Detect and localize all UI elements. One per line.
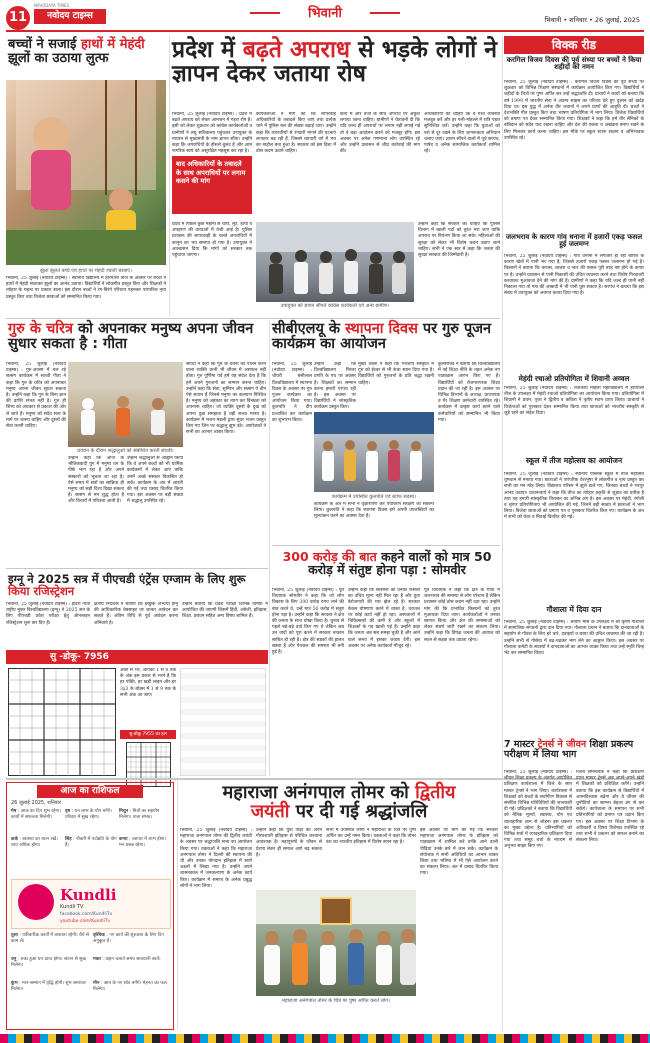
- divider: [6, 318, 500, 319]
- sudoku-title: सु -डोकू- 7956: [50, 652, 109, 662]
- lead-body-col4: अधिकारियों को चाहिए कि वे गश्त व्यवस्था मजबूत करें और हर गली-मोहल्ले में रात्रि पहरा सुनिश्चित करें। उन्होंने कहा कि युवाओं को नशे से दूर रखने के लिए जागरूकता अभियान चलाए जाएं। ज्ञापन सौंपने वालों में पूर्व सरपंच, पार्षद व अनेक सामाजिक कार्यकर्ता शामिल रहे।: [424, 112, 500, 155]
- sudoku-answer-title: सु-डोकू 7955 का हल: [120, 730, 176, 739]
- ceremony-illustration: [314, 412, 434, 492]
- rashifal-sign-mesh: मेष : आज का दिन शुभ रहेगा। कार्यों में सफलता मिलेगी।: [11, 809, 61, 820]
- tomar-photo: [256, 890, 416, 996]
- kargil-body: भिवानी, 25 जुलाई (नवोदय टाइम्स) : करगिल विजय दिवस की पूर्व संध्या पर शुक्रवार को विभिन्न शिक्षण संस्थानों में कार्यक्रम आयोजित किए गए। विद्यार्थियों ने शहीदों के चित्रों पर पुष्प अर्पित कर उन्हें श्रद्धांजलि दी। प्राचार्य ने बच्चों को बताया कि वर्ष 1999 में भारतीय सेना ने अदम्य साहस का परिचय देते हुए दुश्मन को खदेड़ दिया था। इस युद्ध में अनेक वीर जवानों ने अपने प्राणों की आहुति दी। बच्चों ने देशभक्ति गीत प्रस्तुत किए तथा भाषण प्रतियोगिता में भाग लिया। विजेता विद्यार्थियों को प्रमाण पत्र देकर सम्मानित किया गया। शिक्षकों ने कहा कि हमें वीर सैनिकों के बलिदान को सदैव याद रखना चाहिए और देश की एकता व अखंडता बनाए रखने के लिए मिलकर कार्य करना चाहिए। इस मौके पर स्कूल स्टाफ सदस्य व अभिभावक उपस्थित रहे।: [504, 80, 644, 141]
- trends-headline: 7 मास्टर ट्रेनर्स ने जीवन शिक्षा प्रकल्प परीक्षण में लिया भाग: [504, 739, 634, 760]
- guru-body-col3: उन्होंने श्रद्धालुओं से आह्वान किया कि वे अपने बच्चों को भी धार्मिक कार्यक्रमों में लेकर आएं ताकि उनमें अच्छे संस्कार विकसित हो सकें। कार्यक्रम के अंत में आरती की गई तथा प्रसाद वितरित किया गया। इस अवसर पर बड़ी संख्या में श्रद्धालु उपस्थित रहे।: [127, 456, 183, 505]
- rashifal-top-list: [11, 809, 171, 877]
- lead-body-col1: भिवानी, 25 जुलाई (नवोदय टाइम्स) : प्रदेश में बढ़ते अपराध को लेकर आमजन में गहरा रोष है। इसी को लेकर शुक्रवार को कांग्रेस कार्यकर्ताओं व ग्रामीणों ने लघु सचिवालय पहुंचकर उपायुक्त के माध्यम से मुख्यमंत्री के नाम ज्ञापन सौंपा। उन्होंने कहा कि अपराधियों के हौसले बुलंद हैं और आम नागरिक स्वयं को असुरक्षित महसूस कर रहा है।: [172, 112, 252, 155]
- page-number: 11: [6, 6, 30, 30]
- rashifal-sign-singh: सिंह : नौकरी में पदोन्नति के योग हैं।: [65, 837, 117, 848]
- kargil-headline: करगिल विजय दिवस की पूर्व संध्या पर बच्चों ने किया शहीदों को नमन: [506, 56, 642, 72]
- guru-body-col4: साध्वी ने कहा कि गुरु के वचनों का पालन करने वाला व्यक्ति कभी भी जीवन में असफल नहीं होता। गुरु पूर्णिमा पर्व हमें यह संदेश देता है कि हमें अपने गुरुजनों का सम्मान करना चाहिए। उन्होंने कहा कि सेवा, सुमिरन और सत्संग ये तीन ऐसे साधन हैं जिनसे मनुष्य का कल्याण निश्चित है। मनुष्य को अहंकार का त्याग कर विनम्रता को अपनाना चाहिए। जो व्यक्ति दूसरों के दुख को अपना दुख समझता है वही सच्चा मानव है। कार्यक्रम में भजन मंडली द्वारा सुंदर भजन प्रस्तुत किए गए जिन पर श्रद्धालु झूम उठे। आयोजकों ने सभी का आभार व्यक्त किया।: [186, 362, 266, 436]
- sbl-body-col5: कार्यक्रम के अंत में सभी ने वृक्षारोपण कर पर्यावरण संरक्षण का संकल्प लिया। कुलपति ने कहा कि स्थापना दिवस हमें अपनी उपलब्धियों का मूल्यांकन करने का अवसर देता है।: [314, 502, 434, 520]
- divider: [6, 568, 268, 569]
- crore-body-col2: उन्होंने कहा कि किसानों को उनकी फसलों का उचित मूल्य नहीं मिल रहा है और युवा बेरोजगारी की मार झेल रहे हैं। सरकार केवल घोषणाएं करने में व्यस्त है, धरातल पर कोई कार्य नहीं हो रहा। अस्पतालों में चिकित्सकों की कमी है और स्कूलों में शिक्षकों के पद खाली पड़े हैं। उन्होंने कहा कि जनता अब सब समझ चुकी है और आने वाले समय में इसका जवाब देगी। इस अवसर पर अनेक कार्यकर्ता मौजूद रहे।: [348, 588, 420, 649]
- rashifal-bottom-list: [11, 933, 171, 1027]
- sudoku-answer-grid: [126, 742, 171, 787]
- kargil-sub2-body: भिवानी, 25 जुलाई (नवोदय टाइम्स) : राजकीय महिला महाविद्यालय में हरियाली तीज के उपलक्ष्य में मेहंदी रचाओ प्रतियोगिता का आयोजन किया गया। प्रतियोगिता में शिवानी ने प्रथम, पूजा ने द्वितीय व कविता ने तृतीय स्थान प्राप्त किया। प्राचार्या ने विजेताओं को पुरस्कार देकर सम्मानित किया तथा छात्राओं को भारतीय संस्कृति से जुड़े रहने का संदेश दिया।: [504, 386, 644, 416]
- guru-body-col1: भिवानी, 25 जुलाई (नवोदय टाइम्स) : गुरु-आश्रम में चल रहे सत्संग कार्यक्रम में साध्वी गीता ने कहा कि गुरु के चरित्र को अपनाकर मनुष्य अपना जीवन सुधार सकता है। उन्होंने कहा कि गुरु के बिना ज्ञान की प्राप्ति संभव नहीं है। गुरु ही शिष्य को अंधकार से प्रकाश की ओर ले जाते हैं। मनुष्य को सदैव सत्य के मार्ग पर चलना चाहिए और दूसरों की सेवा करनी चाहिए।: [6, 362, 66, 430]
- kargil-sub3: स्कूल में तीज महोत्सव का आयोजन: [525, 456, 623, 465]
- paper-sub: NAVODAYA TIMES: [34, 3, 70, 8]
- trends-body-col1: भिवानी, 25 जुलाई (नवोदय टाइम्स) : जीवन शिक्षा प्रकल्प के अंतर्गत आयोजित प्रशिक्षण कार्यशाला में जिले के सात मास्टर ट्रेनर्स ने भाग लिया। कार्यशाला में शिक्षकों को बच्चों के सर्वांगीण विकास से संबंधित विभिन्न गतिविधियों की जानकारी दी गई। प्रशिक्षकों ने बताया कि विद्यार्थियों को नैतिक मूल्यों, स्वास्थ्य, योग एवं व्यावहारिक ज्ञान से जोड़ना इस प्रकल्प का मुख्य उद्देश्य है। प्रतिभागियों को विभिन्न सत्रों में व्यावहारिक प्रशिक्षण दिया गया तथा समूह चर्चा के माध्यम से अनुभव साझा किए गए।: [504, 770, 572, 850]
- rashifal-title: आज का राशिफल: [37, 785, 143, 798]
- rashifal-sign-kark: कर्क : स्वास्थ्य का ध्यान रखें। व्यय अधिक होगा।: [11, 837, 58, 848]
- sbl-caption: कार्यक्रम में उपस्थित कुलपति एवं स्टाफ सदस्य।: [331, 494, 417, 500]
- kundli-ad[interactable]: [11, 879, 171, 929]
- sudoku-instructions: अंको से भरें, आपको 1 से 9 तक के अंक इस प्रकार से भरने हैं कि हर पंक्ति, हर खड़ी लाइन और हर 3x3 के बॉक्स में 1 से 9 तक के सभी अंक आ जाएं।: [120, 668, 176, 698]
- lead-photo-caption: उपायुक्त को ज्ञापन सौंपते कांग्रेस कार्यकर्ता एवं अन्य ग्रामीण।: [280, 303, 390, 309]
- sbl-body-col3: मुख्य वक्ता ने कहा कि भारतीय संस्कृति में गुरु को ईश्वर से भी ऊंचा स्थान दिया गया है। विद्यार्थियों को गुरुजनों के प्रति श्रद्धा रखनी चाहिए।: [358, 362, 434, 386]
- phd-body-col3: उन्होंने बताया कि प्रवेश परीक्षा विभिन्न विषयों में आयोजित की जाएगी जिसमें हिंदी, अंग्रेजी, इतिहास, शिक्षा, प्रबंधन सहित अन्य विषय शामिल हैं।: [182, 602, 268, 620]
- kargil-sub1-body: भिवानी, 25 जुलाई (नवोदय टाइम्स) : गांव धनाना में लगातार हो रही बारिश के कारण खेतों में पानी भर गया है, जिससे हजारों एकड़ फसल जलमग्न हो गई है। किसानों ने बताया कि कपास, बाजरा व ग्वार की फसल पूरी तरह नष्ट होने के कगार पर है। उन्होंने प्रशासन से पानी निकासी की उचित व्यवस्था करने तथा विशेष गिरदावरी करवाकर मुआवजा देने की मांग की है। ग्रामीणों ने कहा कि यदि जल्द ही पानी नहीं निकाला गया तो गांव की आबादी में भी पानी घुस सकता है। सरपंच ने बताया कि इस संबंध में उपायुक्त को अवगत करवा दिया गया है।: [504, 254, 644, 297]
- crore-headline: 300 करोड़ की बात कहने वालों को मात्र 50 करोड़ में संतुष्ट होना पड़ा : सोमवीर: [282, 549, 492, 578]
- mehndi-photo: [6, 80, 166, 265]
- lead-highlight-text: बाद अधिकारियों के तबादले के साथ अपराधियों पर लगाम कसने की मांग: [176, 160, 246, 186]
- column-separator: [502, 36, 503, 1031]
- rashifal-box: [6, 782, 174, 1030]
- rashifal-sign-kumbh: कुंभ : मान-सम्मान में वृद्धि होगी। शुभ समाचार मिलेगा।: [11, 981, 86, 992]
- sudoku-answer-lines: [126, 742, 171, 787]
- rashifal-date: 26 जुलाई 2025, शनिवार: [11, 800, 61, 806]
- crowd-illustration: [256, 222, 414, 302]
- section-title: भिवानी: [280, 6, 370, 22]
- rashifal-sign-meen: मीन : आय के नए स्रोत बनेंगे। मेहनत का फल मिलेगा।: [93, 981, 167, 992]
- sbl-body-col4: कुलसचिव ने बताया कि विश्वविद्यालय में नई शिक्षा नीति के तहत अनेक नए पाठ्यक्रम आरंभ किए गए हैं। विद्यार्थियों को रोजगारपरक शिक्षा प्रदान की जा रही है। इस अवसर पर विभिन्न विभागों के अध्यक्ष, प्राध्यापक व गैर शिक्षण कर्मचारी उपस्थित रहे। कार्यक्रम में उत्कृष्ट कार्य करने वाले कर्मचारियों को सम्मानित भी किया गया।: [438, 362, 500, 423]
- sbl-photo: [314, 412, 434, 492]
- lead-headline: प्रदेश में बढ़ते अपराध से भड़के लोगों ने ज्ञापन देकर जताया रोष: [172, 37, 498, 88]
- sudoku-side-block: [180, 668, 266, 776]
- phd-body-col2: क्षेत्रीय निदेशक ने बताया कि इच्छुक अभ्यर्थी इग्नू की आधिकारिक वेबसाइट पर जाकर आवेदन कर सकते हैं। अंतिम तिथि से पूर्व आवेदन करना अनिवार्य है।: [94, 602, 178, 626]
- tomar-body-col4: इस अवसर पर मांग की गई कि सरकार महाराजा अनंगपाल तोमर के इतिहास को पाठ्यक्रम में शामिल करे ताकि आने वाली पीढ़ियां उनके बारे में जान सकें। कार्यक्रम के संयोजक ने सभी अतिथियों का आभार व्यक्त किया तथा भविष्य में भी ऐसे आयोजन करने का संकल्प लिया। अंत में प्रसाद वितरित किया गया।: [420, 828, 498, 877]
- mehndi-headline: बच्चों ने सजाई हाथों में मेहंदी झूलों का उठाया लुत्फ: [8, 37, 145, 66]
- lead-body-col1b: प्रदेश में पिछले कुछ महीनों से चोरी, लूट, हत्या व अपहरण की वारदातों में तेजी आई है। पुलिस प्रशासन की लापरवाही के चलते अपराधियों में कानून का भय समाप्त हो गया है। उपायुक्त ने आश्वासन दिया कि मांगों को सरकार तक पहुंचाया जाएगा।: [172, 222, 252, 259]
- column-separator: [269, 320, 270, 776]
- children-swing-illustration: [6, 80, 166, 265]
- tomar-body-col3: सभा में उपस्थित लोगों ने महाराजा के चित्र पर पुष्प अर्पित कर उन्हें नमन किया। वक्ताओं ने कहा कि तोमर वंश का भारतीय इतिहास में विशेष स्थान रहा है।: [326, 828, 416, 846]
- tomar-headline: महाराजा अनंगपाल तोमर को द्वितीय जयंती पर दी गई श्रद्धांजलि: [222, 782, 456, 822]
- lead-photo: [256, 222, 414, 302]
- lead-body-col3: कार्य में और तेजी के साथ अपराध पर अंकुश लगाया जाना चाहिए। ग्रामीणों ने चेतावनी दी कि यदि जल्द ही अपराधों पर लगाम नहीं लगाई गई तो वे बड़ा आंदोलन करने को मजबूर होंगे। इस अवसर पर अनेक गणमान्य लोग उपस्थित रहे और उन्होंने प्रशासन से शीघ्र कार्रवाई की मांग की।: [340, 112, 420, 155]
- trends-body-col2: जिला समन्वयक ने कहा कि प्रशिक्षण प्राप्त मास्टर ट्रेनर्स अब अपने-अपने खंडों में शिक्षकों को प्रशिक्षित करेंगे। उन्होंने बताया कि इस कार्यक्रम से विद्यार्थियों में आत्मविश्वास बढ़ेगा और वे जीवन की चुनौतियों का सामना बेहतर ढंग से कर सकेंगे। कार्यशाला के समापन पर सभी प्रतिभागियों को प्रमाण पत्र प्रदान किए गए। इस अवसर पर शिक्षा विभाग के अधिकारी व विषय विशेषज्ञ उपस्थित रहे तथा सभी ने प्रकल्प को सफल बनाने का संकल्प लिया।: [576, 770, 644, 844]
- lead-body-col2: कार्यकर्ताओं ने मांग की कि लापरवाह अधिकारियों के तबादले किए जाएं तथा प्रत्येक थाने में पुलिस बल की संख्या बढ़ाई जाए। उन्होंने कहा कि व्यापारियों से रंगदारी मांगने की घटनाएं लगातार बढ़ रही हैं, जिससे व्यापारी वर्ग में भय का माहौल बना हुआ है। सरकार को इस दिशा में ठोस कदम उठाने चाहिए।: [256, 112, 336, 155]
- masthead: [0, 0, 650, 34]
- sbl-headline: सीबीएलयू के स्थापना दिवस पर गुरु पूजन कार्यक्रम का आयोजन: [272, 321, 492, 353]
- paper-name: नवोदय टाइम्स: [34, 9, 106, 24]
- kundli-youtube[interactable]: youtube.com/KundliTv: [60, 919, 111, 924]
- sudoku-grid[interactable]: [8, 668, 116, 776]
- rashifal-sign-tula: तुला : पारिवारिक कार्यों में व्यस्तता रहेगी। धैर्य से काम लें।: [11, 933, 89, 944]
- dateline: भिवानी • शनिवार • 26 जुलाई, 2025: [544, 16, 640, 24]
- tomar-caption: महाराजा अनंगपाल तोमर के चित्र पर पुष्प अर्पित करते लोग।: [282, 998, 390, 1004]
- sudoku-grid-lines: [8, 668, 116, 776]
- kundli-facebook[interactable]: facebook.com/KundliTv: [60, 912, 113, 917]
- column-separator: [177, 780, 178, 1030]
- kargil-sub2: मेहंदी रचाओ प्रतियोगिता में शिवानी अव्वल: [518, 374, 630, 383]
- kundli-logo-icon: [18, 884, 54, 920]
- phd-body-col1: भिवानी, 25 जुलाई (नवोदय टाइम्स) : इंदिरा गांधी राष्ट्रीय मुक्त विश्वविद्यालय (इग्नू) ने 2025 सत्र के लिए पीएचडी प्रवेश परीक्षा हेतु ऑनलाइन रजिस्ट्रेशन शुरू कर दिए हैं।: [6, 602, 90, 626]
- guru-headline: गुरु के चरित्र को अपनाकर मनुष्य अपना जीवन सुधार सकता है : गीता: [8, 321, 254, 353]
- lead-body-col4b: उन्होंने कहा कि सरकार को चाहिए कि पुलिस विभाग में खाली पदों को तुरंत भरा जाए ताकि अपराध पर नियंत्रण किया जा सके। महिलाओं की सुरक्षा को लेकर भी विशेष कदम उठाए जाने चाहिए। सभी ने एक स्वर में कहा कि जनता की सुरक्षा सरकार की जिम्मेदारी है।: [418, 222, 500, 259]
- kundli-brand: Kundli: [60, 886, 117, 904]
- lead-highlight-box: [172, 156, 252, 214]
- kundli-tagline: Kundli TV: [60, 904, 84, 910]
- masthead-rule: [6, 30, 644, 32]
- sermon-illustration: [68, 362, 183, 447]
- rashifal-sign-kanya: कन्या : व्यापार में लाभ होगा। मन प्रसन्न रहेगा।: [119, 837, 167, 848]
- tomar-body-col2: उन्होंने कहा कि युवा पीढ़ी को अपने गौरवशाली इतिहास से परिचित करवाना आवश्यक है। महापुरुषों के जीवन से प्रेरणा लेकर ही समाज आगे बढ़ सकता है।: [256, 828, 322, 858]
- tribute-illustration: [256, 890, 416, 996]
- phd-headline: इग्नू ने 2025 सत्र में पीएचडी एंट्रेंस एग्जाम के लिए शुरू किया रजिस्ट्रेशन: [8, 572, 246, 599]
- kargil-sub1: जलभराव के कारण गांव धनाना में हजारों एकड़ फसल हुई जलमग्न: [505, 233, 643, 249]
- print-color-bar: [0, 1034, 650, 1043]
- crore-body-col1: भिवानी, 25 जुलाई (नवोदय टाइम्स) : पूर्व विधायक सोमवीर ने कहा कि जो लोग विकास के लिए 300 करोड़ रुपए लाने की बात करते थे, उन्हें मात्र 50 करोड़ में संतुष्ट होना पड़ा है। उन्होंने कहा कि सरकार ने क्षेत्र की जनता के साथ धोखा किया है। चुनाव से पहले बड़े-बड़े वादे किए गए थे लेकिन अब उन वादों को पूरा करने में सरकार नाकाम साबित हो रही है। क्षेत्र की सड़कों की हालत खस्ता है और पेयजल की समस्या भी बनी हुई है।: [272, 588, 344, 656]
- kargil-sub3-body: भिवानी, 25 जुलाई (नवोदय टाइम्स) : स्थानीय पब्लिक स्कूल में तीज महोत्सव धूमधाम से मनाया गया। छात्राओं ने पारंपरिक वेशभूषा में लोकगीत व नृत्य प्रस्तुत कर सभी का मन मोह लिया। विद्यालय परिसर में झूले डाले गए, जिनका बच्चों ने भरपूर आनंद उठाया। प्रधानाचार्य ने कहा कि तीज का त्योहार प्रकृति से जुड़ाव का प्रतीक है तथा यह हमारी सांस्कृतिक विरासत का अभिन्न अंग है। इस अवसर पर मेहंदी, रंगोली व श्रृंगार प्रतियोगिताएं भी आयोजित की गईं, जिनमें बड़ी संख्या में छात्राओं ने भाग लिया। विजेता छात्राओं को प्रमाण पत्र व पुरस्कार वितरित किए गए। कार्यक्रम के अंत में सभी को घेवर व मिठाई वितरित की गई।: [504, 472, 644, 521]
- tomar-body-col1: भिवानी, 25 जुलाई (नवोदय टाइम्स) : महाराजा अनंगपाल तोमर की द्वितीय जयंती के अवसर पर श्रद्धांजलि सभा का आयोजन किया गया। वक्ताओं ने कहा कि महाराजा अनंगपाल तोमर ने दिल्ली की स्थापना की थी और उनका योगदान इतिहास में स्वर्ण अक्षरों में लिखा गया है। उन्होंने अपने शासनकाल में जनकल्याण के अनेक कार्य किए। कार्यक्रम में समाज के अनेक प्रबुद्ध लोगों ने भाग लिया।: [180, 828, 252, 889]
- guru-body-col2: उन्होंने कहा कि आज के भौतिकवादी युग में मनुष्य धन के पीछे भाग रहा है और अपने संस्कारों को भूलता जा रहा है। ऐसे समय में संतों का सान्निध्य ही मनुष्य को सही दिशा दिखा सकता है। सत्संग से मन शुद्ध होता है और विचारों में पवित्रता आती है।: [68, 456, 124, 505]
- mehndi-caption: झूला झूलते बच्चे एवं हाथों पर मेहंदी रचाती छात्राएं।: [40, 268, 132, 274]
- rashifal-sign-mithun: मिथुन : मित्रों का सहयोग मिलेगा। यात्रा संभव।: [119, 809, 160, 820]
- rashifal-sign-vrish: वृष : धन लाभ के योग बनेंगे। परिवार में सुख रहेगा।: [65, 809, 112, 820]
- kargil-sub4-body: भिवानी, 25 जुलाई (नवोदय टाइम्स) : श्रावण मास के उपलक्ष्य में श्री कृष्ण गौशाला में सामाजिक संगठनों द्वारा दान दिया गया। गौशाला प्रधान ने बताया कि दानदाताओं के सहयोग से गौवंश के लिए हरे चारे, दवाइयों व छाया की उचित व्यवस्था की जा रही है। उन्होंने सभी से गौसेवा में बढ़-चढ़कर भाग लेने का आह्वान किया। इस अवसर पर गौशाला कमेटी के सदस्यों ने दानदाताओं का आभार व्यक्त किया तथा उन्हें स्मृति चिन्ह भेंट कर सम्मानित किया।: [504, 620, 644, 657]
- sbl-body-col1: भिवानी, 25 जुलाई (नवोदय टाइम्स) : चौधरी बंसीलाल विश्वविद्यालय में स्थापना दिवस के अवसर पर गुरु पूजन कार्यक्रम का आयोजन किया गया। कुलपति ने दीप प्रज्वलित कर कार्यक्रम का शुभारंभ किया।: [272, 362, 312, 423]
- rashifal-sign-makar: मकर : वाहन चलाते समय सावधानी बरतें।: [93, 957, 161, 962]
- sbl-body-col2: उन्होंने कहा कि विश्वविद्यालय निरंतर प्रगति के पथ पर अग्रसर है। शिक्षकों का सम्मान करना हमारी परंपरा रही है। इस अवसर पर विद्यार्थियों ने सांस्कृतिक कार्यक्रम प्रस्तुत किए।: [314, 362, 356, 411]
- kargil-sub4: गौशाला में दिया दान: [546, 605, 602, 614]
- mehndi-body: भिवानी, 25 जुलाई (नवोदय टाइम्स) : स्थानीय विद्यालय में हरियाली तीज के अवसर पर बच्चों ने हाथों में मेहंदी सजाकर झूलों का आनंद उठाया। विद्यार्थियों ने लोकगीत प्रस्तुत किए और शिक्षकों ने त्योहार के महत्व पर प्रकाश डाला। इस दौरान बच्चों ने रंग-बिरंगे परिधान पहनकर पारंपरिक नृत्य प्रस्तुत किए तथा विजेता छात्राओं को सम्मानित किया गया।: [6, 276, 166, 300]
- right-banner: विक्क रीड: [504, 36, 644, 54]
- crore-body-col3: पूर्व विधायक ने कहा कि क्षेत्र के गांवों में जलभराव की समस्या से लोग परेशान हैं लेकिन प्रशासन कोई ठोस कदम नहीं उठा रहा। उन्होंने मांग की कि प्रभावित किसानों को तुरंत मुआवजा दिया जाए। कार्यकर्ताओं ने उनका स्वागत किया और क्षेत्र की समस्याओं को लेकर संघर्ष जारी रखने का संकल्प लिया। उन्होंने कहा कि विपक्ष जनता की आवाज को सदन से सड़क तक उठाता रहेगा।: [424, 588, 500, 643]
- rashifal-sign-dhanu: धनु : रुका हुआ धन प्राप्त होगा। संतान से सुख मिलेगा।: [11, 957, 86, 968]
- guru-photo: [68, 362, 183, 447]
- rashifal-sign-vrishchik: वृश्चिक : नए कार्य की शुरुआत के लिए दिन अनुकूल है।: [93, 933, 164, 944]
- divider: [272, 545, 500, 546]
- column-separator: [169, 36, 170, 316]
- guru-caption: प्रवचन के दौरान श्रद्धालुओं को संबोधित करती साध्वी।: [77, 448, 174, 454]
